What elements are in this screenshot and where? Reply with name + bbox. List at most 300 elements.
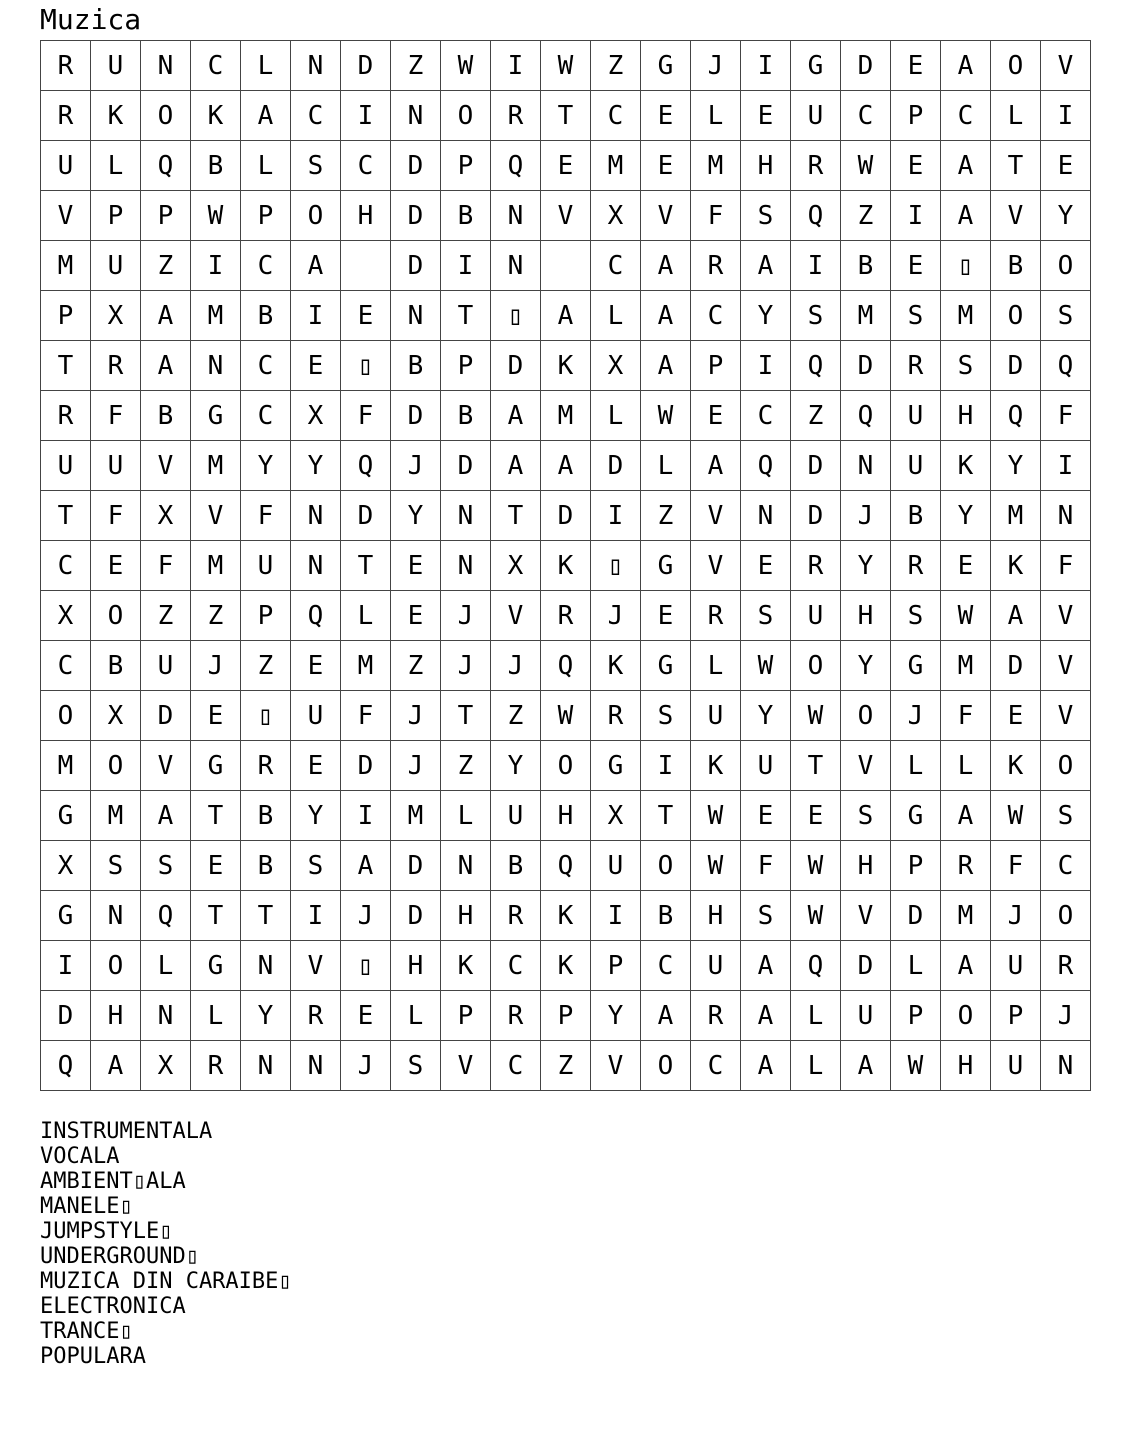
grid-cell[interactable]: Q <box>841 391 891 441</box>
grid-cell[interactable]: W <box>541 41 591 91</box>
grid-cell[interactable]: D <box>491 341 541 391</box>
grid-cell[interactable]: L <box>91 141 141 191</box>
grid-cell[interactable]: V <box>691 491 741 541</box>
grid-cell[interactable]: N <box>291 41 341 91</box>
grid-cell[interactable]: A <box>641 291 691 341</box>
grid-cell[interactable]: E <box>741 541 791 591</box>
grid-cell[interactable]: P <box>891 991 941 1041</box>
grid-cell[interactable]: A <box>91 1041 141 1091</box>
grid-cell[interactable]: Q <box>541 641 591 691</box>
grid-cell[interactable]: J <box>841 491 891 541</box>
grid-cell[interactable]: N <box>1041 1041 1091 1091</box>
grid-cell[interactable]: D <box>991 341 1041 391</box>
grid-cell[interactable]: G <box>641 641 691 691</box>
grid-cell[interactable]: Y <box>841 541 891 591</box>
grid-cell[interactable]: X <box>41 591 91 641</box>
grid-cell[interactable]: I <box>591 491 641 541</box>
grid-cell[interactable]: U <box>891 441 941 491</box>
grid-cell[interactable]: N <box>391 291 441 341</box>
grid-cell[interactable]: D <box>541 491 591 541</box>
grid-cell[interactable]: N <box>491 191 541 241</box>
grid-cell[interactable]: S <box>1041 291 1091 341</box>
grid-cell[interactable]: P <box>891 91 941 141</box>
grid-cell[interactable]: F <box>91 391 141 441</box>
grid-cell[interactable]: S <box>741 591 791 641</box>
grid-cell[interactable]: D <box>391 391 441 441</box>
grid-cell[interactable]: Z <box>141 591 191 641</box>
grid-cell[interactable]: O <box>441 91 491 141</box>
grid-cell[interactable]: I <box>491 41 541 91</box>
grid-cell[interactable]: R <box>691 591 741 641</box>
grid-cell[interactable]: R <box>941 841 991 891</box>
grid-cell[interactable]: N <box>291 1041 341 1091</box>
grid-cell[interactable]: A <box>641 341 691 391</box>
grid-cell[interactable]: E <box>641 91 691 141</box>
grid-cell[interactable]: D <box>341 741 391 791</box>
grid-cell[interactable]: B <box>241 791 291 841</box>
grid-cell[interactable]: L <box>391 991 441 1041</box>
grid-cell[interactable]: E <box>291 641 341 691</box>
grid-cell[interactable]: I <box>291 291 341 341</box>
grid-cell[interactable]: U <box>91 41 141 91</box>
grid-cell[interactable]: S <box>891 591 941 641</box>
grid-cell[interactable]: N <box>1041 491 1091 541</box>
grid-cell[interactable]: D <box>841 341 891 391</box>
grid-cell[interactable]: G <box>891 641 941 691</box>
grid-cell[interactable]: Z <box>641 491 691 541</box>
grid-cell[interactable]: V <box>1041 591 1091 641</box>
grid-cell[interactable]: J <box>441 591 491 641</box>
grid-cell[interactable]: I <box>341 791 391 841</box>
grid-cell[interactable]: N <box>141 991 191 1041</box>
grid-cell[interactable]: N <box>241 1041 291 1091</box>
grid-cell[interactable]: R <box>1041 941 1091 991</box>
grid-cell[interactable]: O <box>841 691 891 741</box>
grid-cell[interactable]: S <box>391 1041 441 1091</box>
grid-cell[interactable]: Y <box>841 641 891 691</box>
grid-cell[interactable]: E <box>741 791 791 841</box>
grid-cell[interactable]: T <box>791 741 841 791</box>
grid-cell[interactable]: R <box>41 391 91 441</box>
grid-cell[interactable]: H <box>541 791 591 841</box>
grid-cell[interactable]: B <box>91 641 141 691</box>
grid-cell[interactable]: V <box>1041 641 1091 691</box>
grid-cell[interactable]: A <box>741 1041 791 1091</box>
grid-cell[interactable]: O <box>91 741 141 791</box>
grid-cell[interactable]: E <box>741 91 791 141</box>
grid-cell[interactable]: K <box>691 741 741 791</box>
grid-cell[interactable]: M <box>341 641 391 691</box>
grid-cell[interactable]: B <box>391 341 441 391</box>
grid-cell[interactable]: V <box>41 191 91 241</box>
grid-cell[interactable]: K <box>91 91 141 141</box>
grid-cell[interactable]: A <box>691 441 741 491</box>
grid-cell[interactable]: N <box>491 241 541 291</box>
grid-cell[interactable]: U <box>491 791 541 841</box>
grid-cell[interactable]: C <box>341 141 391 191</box>
grid-cell[interactable]: D <box>391 191 441 241</box>
grid-cell[interactable]: D <box>391 891 441 941</box>
grid-cell[interactable]: J <box>391 741 441 791</box>
grid-cell[interactable]: V <box>141 741 191 791</box>
grid-cell[interactable]: W <box>791 891 841 941</box>
grid-cell[interactable]: Z <box>491 691 541 741</box>
grid-cell[interactable]: A <box>541 441 591 491</box>
grid-cell[interactable]: Z <box>791 391 841 441</box>
grid-cell[interactable]: B <box>441 191 491 241</box>
grid-cell[interactable]: P <box>691 341 741 391</box>
grid-cell[interactable]: T <box>491 491 541 541</box>
grid-cell[interactable]: R <box>691 241 741 291</box>
grid-cell[interactable]: T <box>341 541 391 591</box>
grid-cell[interactable]: R <box>41 41 91 91</box>
grid-cell[interactable]: O <box>91 591 141 641</box>
grid-cell[interactable]: P <box>241 591 291 641</box>
grid-cell[interactable]: N <box>191 341 241 391</box>
grid-cell[interactable]: L <box>141 941 191 991</box>
grid-cell[interactable]: W <box>691 791 741 841</box>
grid-cell[interactable]: Z <box>541 1041 591 1091</box>
grid-cell[interactable]: T <box>441 691 491 741</box>
grid-cell[interactable]: F <box>691 191 741 241</box>
grid-cell[interactable]: S <box>791 291 841 341</box>
grid-cell[interactable]: N <box>141 41 191 91</box>
grid-cell[interactable]: D <box>841 41 891 91</box>
grid-cell[interactable]: W <box>841 141 891 191</box>
grid-cell[interactable]: O <box>1041 241 1091 291</box>
grid-cell[interactable]: Y <box>741 691 791 741</box>
grid-cell[interactable]: T <box>541 91 591 141</box>
grid-cell[interactable]: A <box>141 791 191 841</box>
grid-cell[interactable]: D <box>591 441 641 491</box>
grid-cell[interactable]: M <box>91 791 141 841</box>
grid-cell[interactable]: R <box>41 91 91 141</box>
grid-cell[interactable]: R <box>191 1041 241 1091</box>
grid-cell[interactable]: O <box>991 291 1041 341</box>
grid-cell[interactable]: L <box>441 791 491 841</box>
grid-cell[interactable]: I <box>791 241 841 291</box>
grid-cell[interactable]: A <box>641 241 691 291</box>
grid-cell[interactable]: N <box>441 541 491 591</box>
grid-cell[interactable]: C <box>1041 841 1091 891</box>
grid-cell[interactable]: F <box>341 691 391 741</box>
grid-cell[interactable]: X <box>591 341 641 391</box>
grid-cell[interactable]: A <box>141 291 191 341</box>
grid-cell[interactable]: G <box>191 391 241 441</box>
grid-cell[interactable]: D <box>391 241 441 291</box>
grid-cell[interactable]: Q <box>791 191 841 241</box>
grid-cell[interactable]: N <box>391 91 441 141</box>
grid-cell[interactable]: T <box>191 791 241 841</box>
grid-cell[interactable]: R <box>791 141 841 191</box>
grid-cell[interactable] <box>341 241 391 291</box>
grid-cell[interactable]: Q <box>1041 341 1091 391</box>
grid-cell[interactable]: K <box>541 541 591 591</box>
grid-cell[interactable]: P <box>591 941 641 991</box>
grid-cell[interactable]: L <box>241 41 291 91</box>
grid-cell[interactable]: B <box>491 841 541 891</box>
grid-cell[interactable]: M <box>191 291 241 341</box>
grid-cell[interactable]: W <box>791 841 841 891</box>
grid-cell[interactable]: X <box>591 791 641 841</box>
grid-cell[interactable]: L <box>991 91 1041 141</box>
grid-cell[interactable]: U <box>291 691 341 741</box>
grid-cell[interactable]: G <box>791 41 841 91</box>
grid-cell[interactable]: Q <box>791 341 841 391</box>
grid-cell[interactable]: X <box>141 1041 191 1091</box>
grid-cell[interactable]: H <box>441 891 491 941</box>
grid-cell[interactable]: F <box>1041 391 1091 441</box>
grid-cell[interactable]: X <box>91 691 141 741</box>
grid-cell[interactable]: F <box>241 491 291 541</box>
grid-cell[interactable]: Y <box>591 991 641 1041</box>
grid-cell[interactable]: U <box>791 91 841 141</box>
grid-cell[interactable]: E <box>391 591 441 641</box>
grid-cell[interactable]: J <box>1041 991 1091 1041</box>
grid-cell[interactable]: E <box>1041 141 1091 191</box>
grid-cell[interactable]: N <box>441 841 491 891</box>
grid-cell[interactable]: I <box>41 941 91 991</box>
grid-cell[interactable]: Y <box>241 441 291 491</box>
grid-cell[interactable]: R <box>891 341 941 391</box>
grid-cell[interactable]: L <box>591 291 641 341</box>
grid-cell[interactable]: R <box>291 991 341 1041</box>
grid-cell[interactable]: O <box>641 1041 691 1091</box>
grid-cell[interactable]: D <box>391 841 441 891</box>
grid-cell[interactable]: S <box>741 891 791 941</box>
grid-cell[interactable]: J <box>441 641 491 691</box>
grid-cell[interactable]: Y <box>491 741 541 791</box>
grid-cell[interactable]: G <box>41 891 91 941</box>
grid-cell[interactable]: U <box>691 941 741 991</box>
grid-cell[interactable]: R <box>241 741 291 791</box>
grid-cell[interactable]: T <box>991 141 1041 191</box>
grid-cell[interactable]: J <box>891 691 941 741</box>
grid-cell[interactable]: H <box>91 991 141 1041</box>
grid-cell[interactable]: A <box>641 991 691 1041</box>
grid-cell[interactable]: C <box>241 241 291 291</box>
grid-cell[interactable]: R <box>91 341 141 391</box>
grid-cell[interactable]: D <box>41 991 91 1041</box>
grid-cell[interactable]: K <box>941 441 991 491</box>
grid-cell[interactable]: P <box>91 191 141 241</box>
grid-cell[interactable]: V <box>541 191 591 241</box>
grid-cell[interactable]: Z <box>391 41 441 91</box>
grid-cell[interactable]: Y <box>991 441 1041 491</box>
grid-cell[interactable]: D <box>841 941 891 991</box>
grid-cell[interactable]: A <box>541 291 591 341</box>
grid-cell[interactable]: M <box>191 541 241 591</box>
grid-cell[interactable]: O <box>541 741 591 791</box>
grid-cell[interactable]: F <box>341 391 391 441</box>
grid-cell[interactable]: Q <box>541 841 591 891</box>
grid-cell[interactable]: H <box>841 591 891 641</box>
grid-cell[interactable]: Z <box>591 41 641 91</box>
grid-cell[interactable]: G <box>41 791 91 841</box>
grid-cell[interactable]: Y <box>941 491 991 541</box>
grid-cell[interactable]: G <box>591 741 641 791</box>
grid-cell[interactable]: L <box>691 641 741 691</box>
grid-cell[interactable]: K <box>991 741 1041 791</box>
grid-cell[interactable]: B <box>891 491 941 541</box>
grid-cell[interactable]: E <box>691 391 741 441</box>
grid-cell[interactable]: M <box>41 741 91 791</box>
grid-cell[interactable]: M <box>991 491 1041 541</box>
grid-cell[interactable]: C <box>691 291 741 341</box>
grid-cell[interactable]: Y <box>1041 191 1091 241</box>
grid-cell[interactable]: I <box>741 41 791 91</box>
grid-cell[interactable]: T <box>441 291 491 341</box>
grid-cell[interactable]: G <box>641 41 691 91</box>
grid-cell[interactable]: U <box>41 441 91 491</box>
grid-cell[interactable]: C <box>41 541 91 591</box>
grid-cell[interactable]: S <box>741 191 791 241</box>
grid-cell[interactable]: I <box>891 191 941 241</box>
grid-cell[interactable]: K <box>541 341 591 391</box>
grid-cell[interactable]: D <box>991 641 1041 691</box>
grid-cell[interactable]: E <box>641 591 691 641</box>
grid-cell[interactable]: E <box>341 291 391 341</box>
grid-cell[interactable]: H <box>391 941 441 991</box>
grid-cell[interactable]: I <box>1041 441 1091 491</box>
grid-cell[interactable]: W <box>991 791 1041 841</box>
grid-cell[interactable]: J <box>341 891 391 941</box>
grid-cell[interactable]: V <box>841 891 891 941</box>
grid-cell[interactable]: I <box>341 91 391 141</box>
grid-cell[interactable]: I <box>1041 91 1091 141</box>
grid-cell[interactable]: O <box>1041 891 1091 941</box>
grid-cell[interactable]: Q <box>991 391 1041 441</box>
grid-cell[interactable]: J <box>341 1041 391 1091</box>
grid-cell[interactable]: E <box>391 541 441 591</box>
grid-cell[interactable]: G <box>891 791 941 841</box>
grid-cell[interactable]: A <box>941 791 991 841</box>
grid-cell[interactable]: U <box>91 441 141 491</box>
grid-cell[interactable]: O <box>941 991 991 1041</box>
grid-cell[interactable]: T <box>191 891 241 941</box>
grid-cell[interactable]: O <box>41 691 91 741</box>
grid-cell[interactable]: F <box>141 541 191 591</box>
grid-cell[interactable]: L <box>241 141 291 191</box>
grid-cell[interactable]: X <box>591 191 641 241</box>
grid-cell[interactable]: S <box>291 841 341 891</box>
grid-cell[interactable]: L <box>891 741 941 791</box>
grid-cell[interactable]: W <box>791 691 841 741</box>
grid-cell[interactable]: C <box>191 41 241 91</box>
grid-cell[interactable]: A <box>941 191 991 241</box>
grid-cell[interactable]: K <box>991 541 1041 591</box>
grid-cell[interactable]: R <box>791 541 841 591</box>
grid-cell[interactable]: N <box>741 491 791 541</box>
grid-cell[interactable]: M <box>691 141 741 191</box>
grid-cell[interactable]: S <box>941 341 991 391</box>
grid-cell[interactable]: C <box>291 91 341 141</box>
grid-cell[interactable]: Y <box>391 491 441 541</box>
grid-cell[interactable]: V <box>491 591 541 641</box>
grid-cell[interactable]: C <box>941 91 991 141</box>
grid-cell[interactable]: C <box>741 391 791 441</box>
grid-cell[interactable]: M <box>941 891 991 941</box>
grid-cell[interactable]: U <box>41 141 91 191</box>
grid-cell[interactable]: A <box>991 591 1041 641</box>
grid-cell[interactable]: V <box>591 1041 641 1091</box>
grid-cell[interactable]: Q <box>341 441 391 491</box>
grid-cell[interactable]: U <box>791 591 841 641</box>
grid-cell[interactable]: D <box>791 491 841 541</box>
grid-cell[interactable]: X <box>141 491 191 541</box>
grid-cell[interactable]: A <box>341 841 391 891</box>
grid-cell[interactable]: T <box>641 791 691 841</box>
grid-cell[interactable]: E <box>991 691 1041 741</box>
grid-cell[interactable]: P <box>441 141 491 191</box>
grid-cell[interactable]: W <box>691 841 741 891</box>
grid-cell[interactable]: W <box>441 41 491 91</box>
grid-cell[interactable]: N <box>291 491 341 541</box>
grid-cell[interactable]: C <box>591 91 641 141</box>
grid-cell[interactable]: O <box>91 941 141 991</box>
grid-cell[interactable]: A <box>141 341 191 391</box>
grid-cell[interactable]: ▯ <box>341 941 391 991</box>
grid-cell[interactable]: H <box>941 391 991 441</box>
grid-cell[interactable]: H <box>941 1041 991 1091</box>
grid-cell[interactable]: G <box>191 941 241 991</box>
grid-cell[interactable]: I <box>191 241 241 291</box>
grid-cell[interactable]: A <box>741 991 791 1041</box>
grid-cell[interactable]: Q <box>291 591 341 641</box>
grid-cell[interactable]: J <box>591 591 641 641</box>
grid-cell[interactable]: N <box>291 541 341 591</box>
grid-cell[interactable]: C <box>691 1041 741 1091</box>
grid-cell[interactable]: K <box>541 941 591 991</box>
grid-cell[interactable]: M <box>391 791 441 841</box>
grid-cell[interactable]: A <box>941 941 991 991</box>
grid-cell[interactable]: F <box>91 491 141 541</box>
grid-cell[interactable]: P <box>441 341 491 391</box>
grid-cell[interactable]: M <box>941 641 991 691</box>
grid-cell[interactable]: S <box>291 141 341 191</box>
grid-cell[interactable]: D <box>341 491 391 541</box>
grid-cell[interactable]: C <box>591 241 641 291</box>
grid-cell[interactable]: V <box>1041 691 1091 741</box>
grid-cell[interactable]: B <box>991 241 1041 291</box>
grid-cell[interactable]: C <box>491 941 541 991</box>
grid-cell[interactable]: E <box>791 791 841 841</box>
grid-cell[interactable]: A <box>491 441 541 491</box>
grid-cell[interactable]: A <box>741 941 791 991</box>
grid-cell[interactable]: Z <box>191 591 241 641</box>
grid-cell[interactable]: F <box>941 691 991 741</box>
grid-cell[interactable]: D <box>441 441 491 491</box>
grid-cell[interactable]: O <box>641 841 691 891</box>
grid-cell[interactable]: I <box>291 891 341 941</box>
grid-cell[interactable]: I <box>441 241 491 291</box>
grid-cell[interactable]: W <box>641 391 691 441</box>
grid-cell[interactable]: M <box>841 291 891 341</box>
grid-cell[interactable]: X <box>291 391 341 441</box>
grid-cell[interactable]: X <box>491 541 541 591</box>
grid-cell[interactable]: N <box>441 491 491 541</box>
grid-cell[interactable]: C <box>241 391 291 441</box>
grid-cell[interactable]: D <box>391 141 441 191</box>
grid-cell[interactable]: U <box>691 691 741 741</box>
grid-cell[interactable]: E <box>291 741 341 791</box>
grid-cell[interactable]: Y <box>291 441 341 491</box>
grid-cell[interactable]: O <box>291 191 341 241</box>
grid-cell[interactable]: A <box>841 1041 891 1091</box>
grid-cell[interactable]: A <box>241 91 291 141</box>
grid-cell[interactable] <box>541 241 591 291</box>
grid-cell[interactable]: J <box>391 691 441 741</box>
